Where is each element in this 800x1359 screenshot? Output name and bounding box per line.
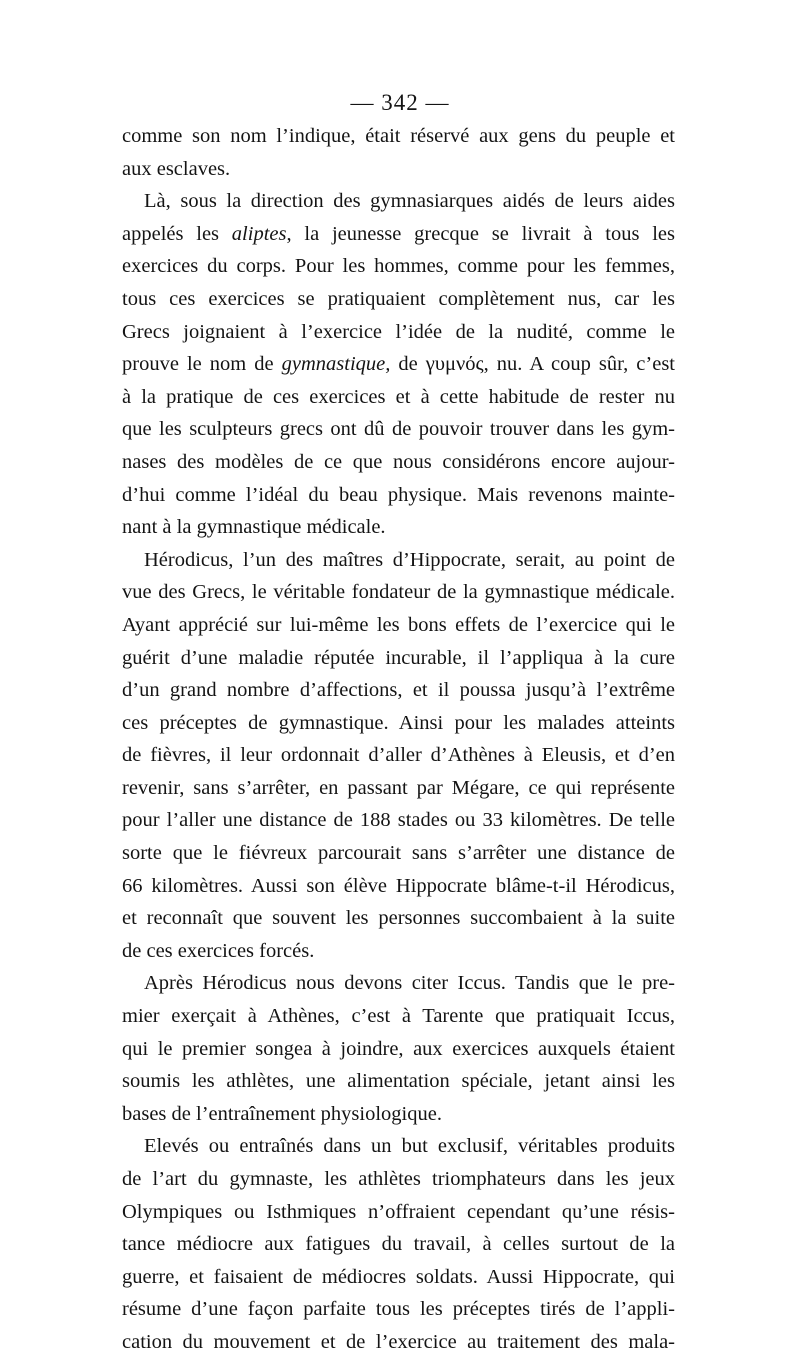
text-line: tance médiocre aux fatigues du travail, à celles surtout de la: [122, 1233, 675, 1256]
text-line: Elevés ou entraînés dans un but exclusif, véritables produits: [144, 1135, 675, 1158]
text-line: Olympiques ou Isthmiques n’offraient cependant qu’une résis-: [122, 1200, 675, 1223]
text-line: Grecs joignaient à l’exercice l’idée de la nudité, comme le: [122, 320, 675, 343]
text-line: d’un grand nombre d’affections, et il poussa jusqu’à l’extrême: [122, 679, 675, 702]
text-line: de l’art du gymnaste, les athlètes triomphateurs dans les jeux: [122, 1168, 675, 1190]
text-line: pour l’aller une distance de 188 stades ou 33 kilomètres. De telle: [122, 809, 675, 832]
page-number: — 342 —: [350, 90, 450, 115]
paragraph: [122, 185, 675, 544]
text-line: prouve le nom de gymnastique, de γυμνός, nu. A coup sûr, c’est: [122, 353, 675, 376]
text-line: d’hui comme l’idéal du beau physique. Mais revenons mainte-: [122, 483, 675, 506]
text-line: de ces exercices forcés.: [122, 939, 315, 962]
text-line: que les sculpteurs grecs ont dû de pouvoir trouver dans les gym-: [122, 418, 675, 441]
text-line: 66 kilomètres. Aussi son élève Hippocrate blâme-t-il Hérodicus,: [122, 874, 675, 897]
text-line: revenir, sans s’arrêter, en passant par Mégare, ce qui représente: [122, 776, 675, 799]
text-line: de fièvres, il leur ordonnait d’aller d’Athènes à Eleusis, et d’en: [122, 744, 675, 767]
text-line: Après Hérodicus nous devons citer Iccus. Tandis que le pre-: [144, 972, 675, 995]
text-line: guerre, et faisaient de médiocres soldats. Aussi Hippocrate, qui: [122, 1265, 675, 1288]
text-line: résume d’une façon parfaite tous les préceptes tirés de l’appli-: [122, 1298, 675, 1321]
text-line: sorte que le fiévreux parcourait sans s’arrêter une distance de: [122, 842, 675, 865]
text-line: Là, sous la direction des gymnasiarques aidés de leurs aides: [144, 190, 675, 213]
text-line: cation du mouvement et de l’exercice au traitement des mala-: [122, 1330, 675, 1353]
text-line: appelés les aliptes, la jeunesse grecque se livrait à tous les: [122, 222, 675, 245]
text-line: qui le premier songea à joindre, aux exercices auxquels étaient: [122, 1037, 675, 1060]
text-line: guérit d’une maladie réputée incurable, il l’appliqua à la cure: [122, 646, 675, 669]
text-line: bases de l’entraînement physiologique.: [122, 1102, 442, 1125]
text-line: tous ces exercices se pratiquaient complètement nus, car les: [122, 287, 675, 310]
text-line: Ayant apprécié sur lui-même les bons effets de l’exercice qui le: [122, 613, 675, 636]
paragraph: [122, 1130, 675, 1358]
text-line: ces préceptes de gymnastique. Ainsi pour les malades atteints: [122, 711, 675, 734]
text-line: Hérodicus, l’un des maîtres d’Hippocrate, serait, au point de: [144, 548, 675, 571]
text-line: aux esclaves.: [122, 157, 231, 180]
text-line: soumis les athlètes, une alimentation spéciale, jetant ainsi les: [122, 1070, 675, 1093]
text-line: et reconnaît que souvent les personnes succombaient à la suite: [122, 907, 675, 930]
paragraph: [122, 544, 675, 968]
paragraph: [122, 120, 675, 185]
body-text: [122, 120, 675, 1359]
text-line: mier exerçait à Athènes, c’est à Tarente que pratiquait Iccus,: [122, 1005, 675, 1028]
text-line: vue des Grecs, le véritable fondateur de la gymnastique médicale.: [122, 581, 675, 604]
text-line: nant à la gymnastique médicale.: [122, 516, 386, 539]
text-line: à la pratique de ces exercices et à cette habitude de rester nu: [122, 385, 675, 408]
text-line: comme son nom l’indique, était réservé aux gens du peuple et: [122, 125, 675, 147]
paragraph: [122, 967, 675, 1130]
text-line: nases des modèles de ce que nous considérons encore aujour-: [122, 450, 675, 473]
text-line: exercices du corps. Pour les hommes, comme pour les femmes,: [122, 255, 675, 278]
